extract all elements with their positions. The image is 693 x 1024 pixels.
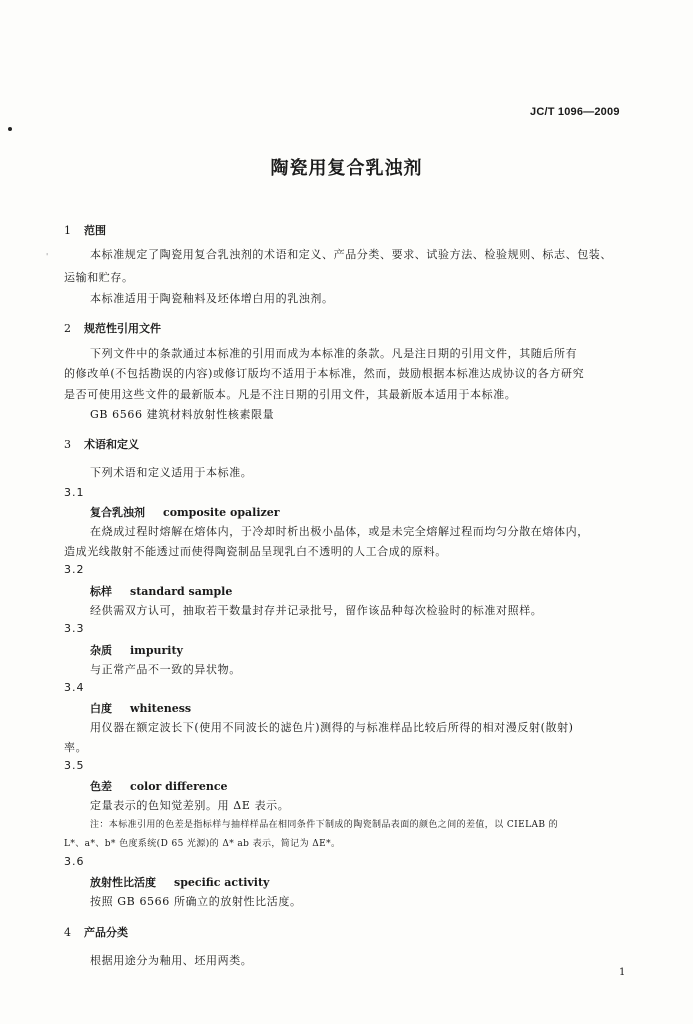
term-cn: 色差 [90, 780, 112, 793]
section-3-heading [64, 436, 139, 452]
definition: 用仪器在额定波长下(使用不同波长的滤色片)测得的与标准样品比较后所得的相对漫反射(散射) [90, 721, 574, 734]
note: 注：本标准引用的色差是指标样与抽样样品在相同条件下制成的陶瓷制品表面的颜色之间的差值，以 CIELAB 的 [90, 820, 559, 830]
clause-number: 3.5 [64, 759, 85, 772]
clause-number: 3.6 [64, 855, 85, 868]
clause-number: 3.4 [64, 681, 85, 694]
term-heading [90, 504, 280, 520]
term-cn: 杂质 [90, 644, 112, 657]
definition: 经供需双方认可，抽取若干数量封存并记录批号，留作该品种每次检验时的标准对照样。 [90, 604, 543, 617]
definition: 与正常产品不一致的异状物。 [90, 663, 241, 676]
definition: 按照 GB 6566 所确立的放射性比活度。 [90, 895, 302, 908]
section-title: 产品分类 [84, 926, 128, 939]
section-number: 1 [64, 224, 71, 237]
term-en: standard sample [130, 585, 233, 598]
term-en: whiteness [130, 702, 192, 715]
paragraph: 本标准适用于陶瓷釉料及坯体增白用的乳浊剂。 [90, 292, 334, 305]
paragraph: 的修改单(不包括勘误的内容)或修订版均不适用于本标准，然而，鼓励根据本标准达成协议的各方研究 [64, 367, 585, 380]
section-1-heading [64, 222, 106, 238]
section-title: 范围 [84, 224, 106, 237]
definition: 造成光线散射不能透过而使得陶瓷制品呈现乳白不透明的人工合成的原料。 [64, 545, 447, 558]
binding-dot [8, 127, 12, 131]
term-heading [90, 700, 191, 716]
term-en: color difference [130, 780, 228, 793]
paragraph: 下列文件中的条款通过本标准的引用而成为本标准的条款。凡是注日期的引用文件，其随后所有 [90, 347, 578, 360]
section-number: 2 [64, 322, 71, 335]
term-cn: 放射性比活度 [90, 876, 156, 889]
reference-item: GB 6566 建筑材料放射性核素限量 [90, 408, 275, 421]
standard-number: JC/T 1096—2009 [530, 106, 620, 118]
paragraph: 是否可使用这些文件的最新版本。凡是不注日期的引用文件，其最新版本适用于本标准。 [64, 388, 517, 401]
term-heading [90, 874, 269, 890]
term-cn: 标样 [90, 585, 112, 598]
definition: 在烧成过程时熔解在熔体内，于冷却时析出极小晶体，或是未完全熔解过程而均匀分散在熔体内， [90, 525, 589, 538]
section-2-heading [64, 320, 161, 336]
clause-number: 3.3 [64, 622, 85, 635]
paragraph: 运输和贮存。 [64, 271, 134, 284]
definition: 定量表示的色知觉差别。用 ΔE 表示。 [90, 799, 290, 812]
page-number: 1 [619, 967, 626, 978]
term-en: specific activity [174, 876, 270, 889]
document-title: 陶瓷用复合乳浊剂 [270, 158, 423, 179]
section-title: 规范性引用文件 [84, 322, 161, 335]
term-heading [90, 583, 232, 599]
term-cn: 复合乳浊剂 [90, 506, 145, 519]
section-title: 术语和定义 [84, 438, 139, 451]
clause-number: 3.2 [64, 563, 85, 576]
clause-number: 3.1 [64, 486, 85, 499]
section-number: 3 [64, 438, 71, 451]
paragraph: 下列术语和定义适用于本标准。 [90, 466, 253, 479]
paragraph: 根据用途分为釉用、坯用两类。 [90, 954, 253, 967]
term-en: composite opalizer [163, 506, 280, 519]
term-heading [90, 642, 183, 658]
paragraph: 本标准规定了陶瓷用复合乳浊剂的术语和定义、产品分类、要求、试验方法、检验规则、标志、包装、 [90, 248, 612, 261]
term-cn: 白度 [90, 702, 112, 715]
term-en: impurity [130, 644, 183, 657]
term-heading [90, 778, 228, 794]
note: L*、a*、b* 色度系统(D 65 光源)的 Δ* ab 表示，简记为 ΔE*。 [64, 839, 341, 849]
section-number: 4 [64, 926, 71, 939]
section-4-heading [64, 924, 128, 940]
definition: 率。 [64, 741, 88, 754]
margin-mark: ' [46, 252, 49, 261]
